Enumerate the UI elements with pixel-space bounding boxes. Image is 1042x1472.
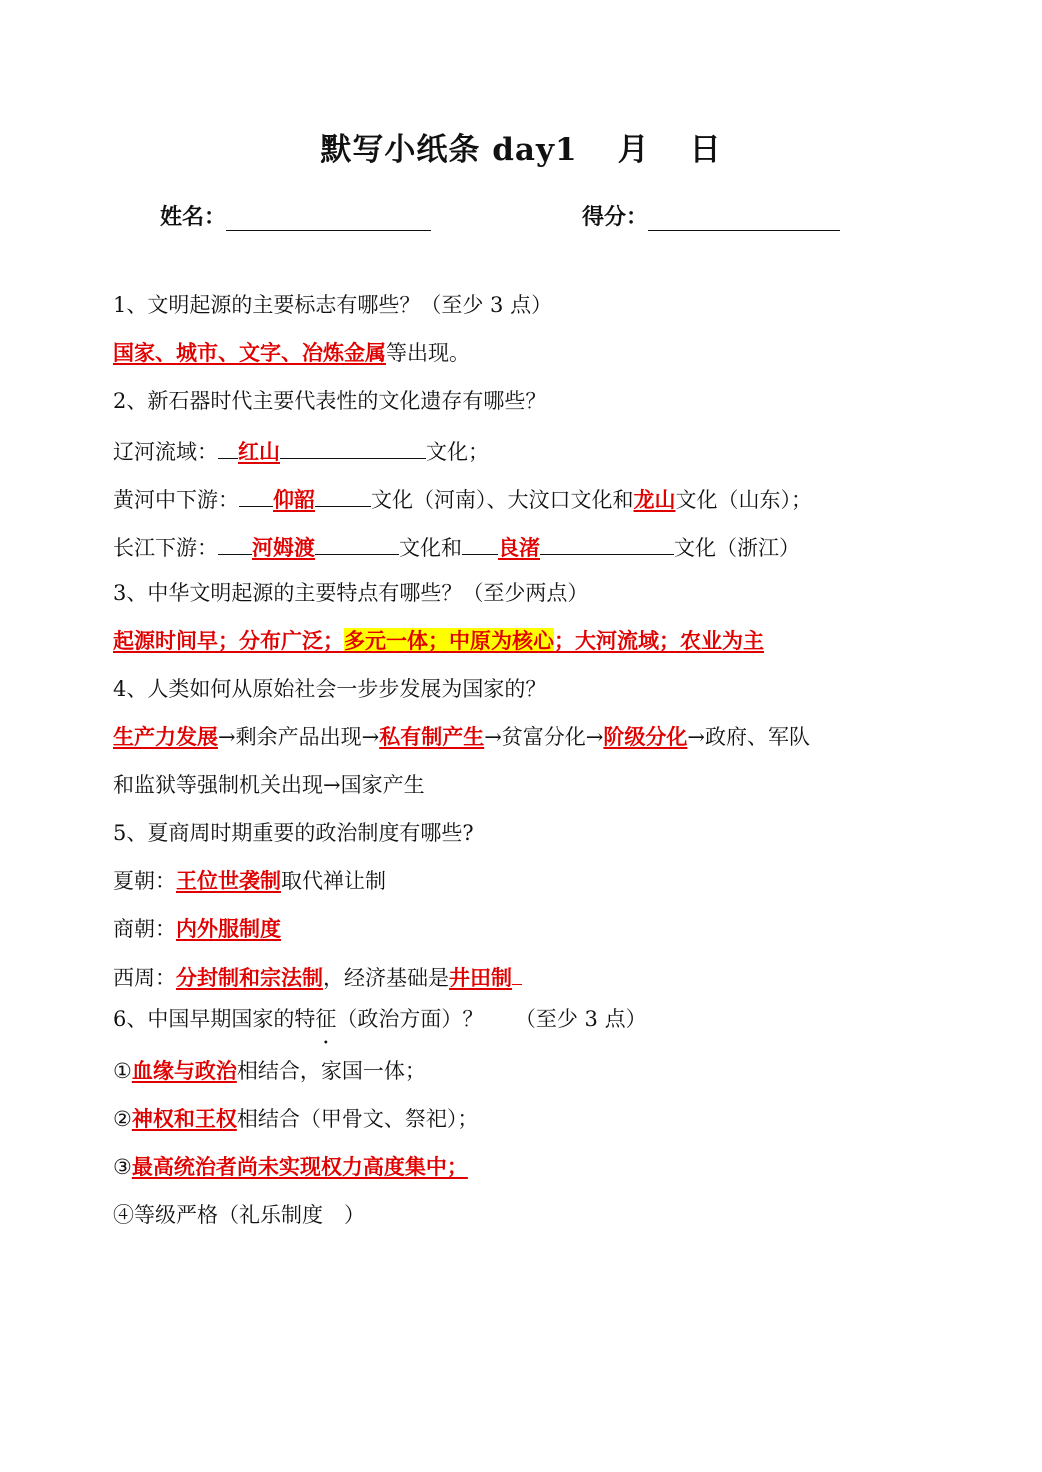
q6-point-1 bbox=[113, 1056, 426, 1086]
q5-zhou-answer: 分封制和宗法制 bbox=[176, 965, 323, 990]
q4-answer-1: 生产力发展 bbox=[113, 724, 218, 749]
q2-huang-mid: 文化（河南）、大汶口文化和 bbox=[371, 488, 634, 512]
name-label: 姓名： bbox=[160, 204, 227, 230]
q5-zhou-mid: ，经济基础是 bbox=[323, 966, 449, 990]
q2-chang-line bbox=[113, 530, 800, 563]
q4-text-3: →政府、军队 bbox=[687, 725, 811, 749]
q2-liao-tail: 文化； bbox=[426, 440, 489, 464]
q6-point-3 bbox=[113, 1152, 468, 1182]
title-day: 日 bbox=[689, 132, 722, 168]
q2-chang-tail: 文化（浙江） bbox=[674, 536, 800, 560]
q2-question: 2、新石器时代主要代表性的文化遗存有哪些？ bbox=[113, 389, 547, 413]
q2-liao-line bbox=[113, 434, 489, 467]
q5-shang-label: 商朝： bbox=[113, 917, 176, 941]
q6-p1-answer: 血缘与政治 bbox=[131, 1058, 237, 1083]
score-blank[interactable] bbox=[648, 208, 840, 231]
q5-question: 5、夏商周时期重要的政治制度有哪些? bbox=[113, 821, 474, 845]
title-main: 默写小纸条 day1 bbox=[320, 132, 578, 168]
q3-answer-1: 起源时间早；分布广泛； bbox=[113, 628, 344, 653]
q2-huang-label: 黄河中下游： bbox=[113, 488, 239, 512]
q6-p1-mark: ① bbox=[113, 1059, 132, 1083]
q4-answer-2: 私有制产生 bbox=[379, 724, 485, 749]
q2-liao-label: 辽河流域： bbox=[113, 440, 218, 464]
q5-zhou-answer2: 井田制 bbox=[449, 965, 512, 990]
q6-question bbox=[113, 1004, 647, 1034]
q2-chang-answer2: 良渚 bbox=[498, 535, 540, 560]
q6-p1-tail: 相结合，家国一体； bbox=[236, 1059, 426, 1083]
title-month: 月 bbox=[617, 132, 650, 168]
q6-question-a: 6、中国早期国家的特 bbox=[113, 1007, 316, 1031]
q2-liao-answer: 红山 bbox=[238, 439, 280, 464]
q6-question-dotted: 征 bbox=[315, 1007, 337, 1031]
q2-huang-answer: 仰韶 bbox=[273, 487, 315, 512]
name-blank[interactable] bbox=[226, 208, 431, 231]
q2-chang-answer: 河姆渡 bbox=[252, 535, 315, 560]
q2-huang-tail: 文化（山东）； bbox=[675, 488, 812, 512]
page-title bbox=[0, 124, 1042, 169]
q3-answer-line bbox=[113, 626, 764, 656]
score-field bbox=[582, 200, 840, 231]
q3-answer-3: ；大河流域；农业为主 bbox=[554, 628, 764, 653]
q5-zhou-line bbox=[113, 960, 522, 993]
q6-p2-tail: 相结合（甲骨文、祭祀）； bbox=[236, 1107, 479, 1131]
q5-shang-answer: 内外服制度 bbox=[176, 916, 281, 941]
q5-shang-line bbox=[113, 914, 281, 944]
q1-tail: 等出现。 bbox=[386, 341, 470, 365]
q6-p3-answer: 最高统治者尚未实现权力高度集中； bbox=[131, 1154, 468, 1179]
q1-answer-line bbox=[113, 338, 470, 368]
name-field bbox=[160, 200, 431, 231]
q6-question-b: （政治方面）？ （至少 3 点） bbox=[336, 1007, 647, 1031]
q2-huang-line bbox=[113, 482, 812, 515]
q4-question: 4、人类如何从原始社会一步步发展为国家的？ bbox=[113, 677, 547, 701]
q6-p2-mark: ② bbox=[113, 1107, 132, 1131]
q6-p2-answer: 神权和王权 bbox=[131, 1106, 237, 1131]
q4-answer-line2: 和监狱等强制机关出现→国家产生 bbox=[113, 773, 425, 797]
q6-point-2 bbox=[113, 1104, 478, 1134]
q6-point-4: ④等级严格（礼乐制度 ） bbox=[113, 1203, 365, 1227]
q5-xia-label: 夏朝： bbox=[113, 869, 176, 893]
q3-question: 3、中华文明起源的主要特点有哪些？（至少两点） bbox=[113, 581, 589, 605]
q5-xia-tail: 取代禅让制 bbox=[281, 869, 386, 893]
q6-p3-mark: ③ bbox=[113, 1155, 132, 1179]
q5-xia-answer: 王位世袭制 bbox=[176, 868, 281, 893]
q4-answer-3: 阶级分化 bbox=[603, 724, 688, 749]
q1-answer: 国家、城市、文字、冶炼金属 bbox=[113, 340, 386, 365]
q3-answer-highlighted: 多元一体；中原为核心 bbox=[344, 628, 554, 653]
q1-question: 1、文明起源的主要标志有哪些？（至少 3 点） bbox=[113, 293, 553, 317]
score-label: 得分： bbox=[582, 204, 649, 230]
q4-text-2: →贫富分化→ bbox=[484, 725, 604, 749]
q4-answer-line1 bbox=[113, 722, 810, 752]
q2-chang-mid: 文化和 bbox=[399, 536, 462, 560]
q5-zhou-label: 西周： bbox=[113, 966, 176, 990]
q4-text-1: →剩余产品出现→ bbox=[218, 725, 380, 749]
q2-huang-answer2: 龙山 bbox=[633, 487, 676, 512]
q2-chang-label: 长江下游： bbox=[113, 536, 218, 560]
q5-xia-line bbox=[113, 866, 386, 896]
